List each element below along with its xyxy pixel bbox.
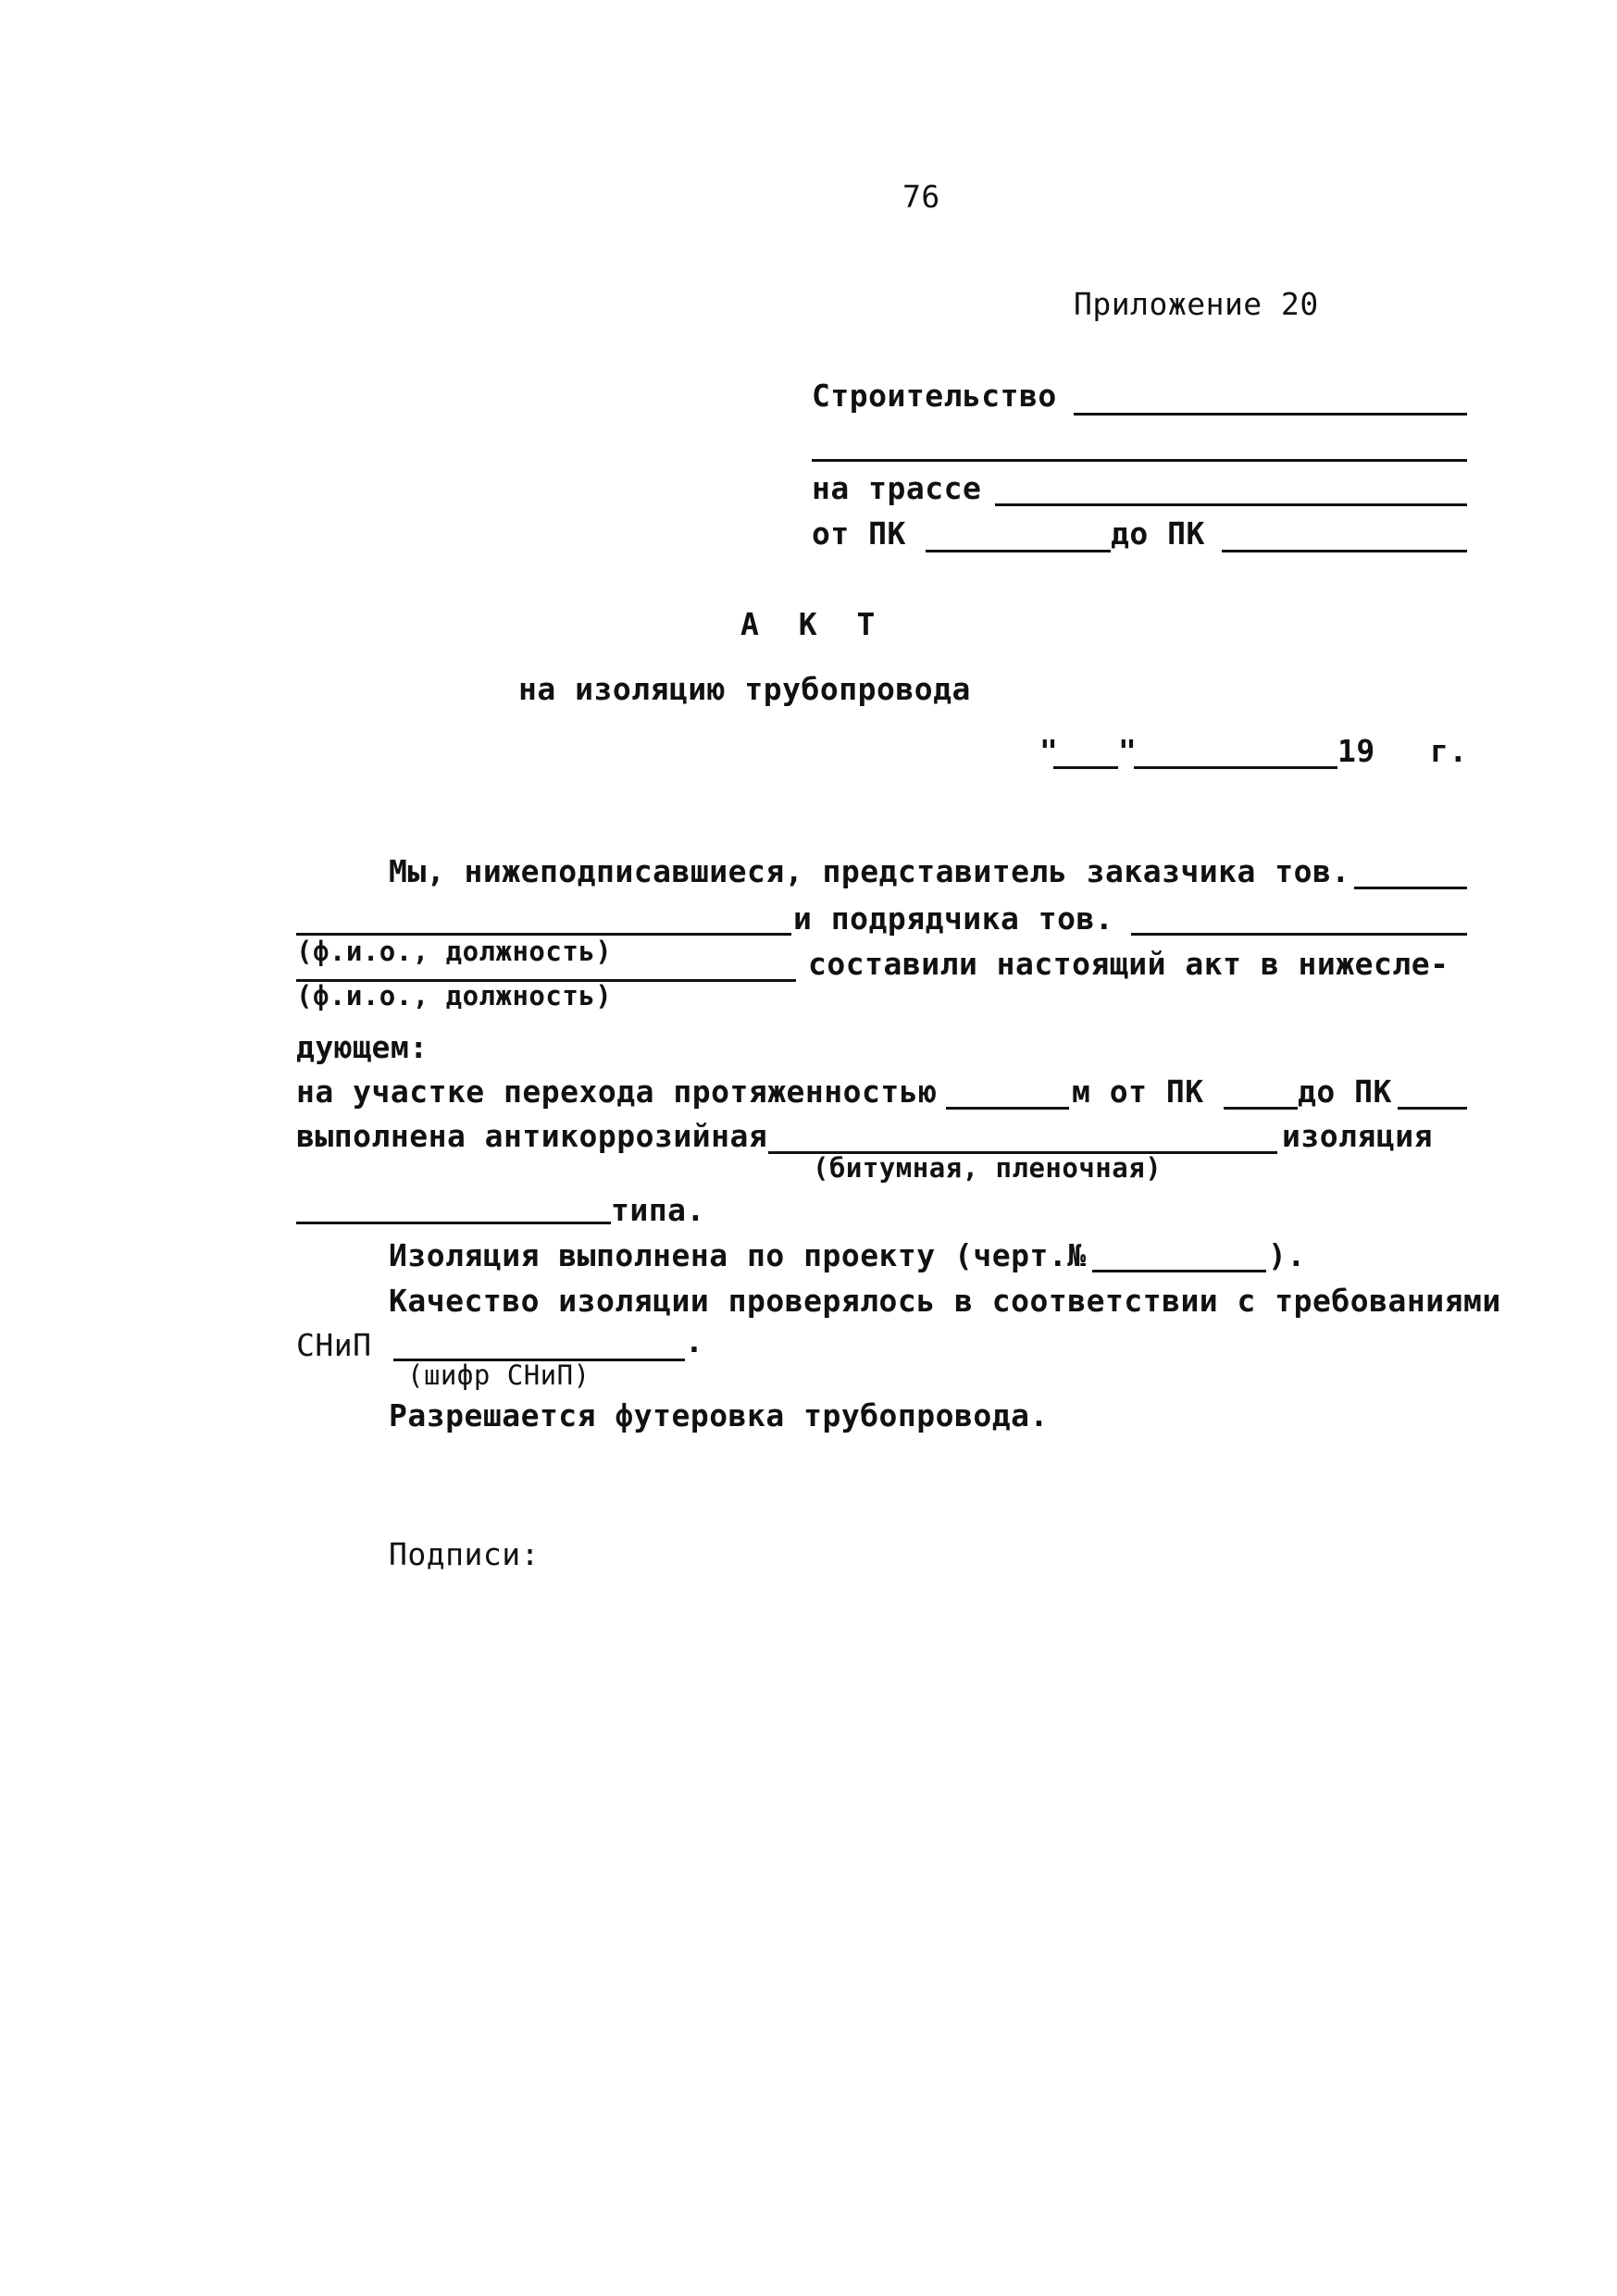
body-line-10b: . [685, 1323, 704, 1359]
route-line [995, 503, 1467, 506]
customer-line [1354, 887, 1467, 889]
body-line-4: дующем: [296, 1029, 429, 1065]
construction-label: Строительство [812, 378, 1057, 414]
body-line-10a: СНиП [296, 1327, 372, 1363]
body-line-5c: до ПК [1298, 1074, 1392, 1110]
hint-snip: (шифр СНиП) [407, 1359, 591, 1391]
appendix-label: Приложение 20 [1074, 286, 1319, 322]
body-line-3: составили настоящий акт в нижесле- [808, 946, 1449, 982]
section-from-line [1224, 1107, 1298, 1110]
body-line-11: Разрешается футеровка трубопровода. [389, 1397, 1049, 1433]
route-label: на трассе [812, 470, 982, 506]
construction-line-2 [812, 459, 1467, 462]
body-line-9: Качество изоляции проверялось в соответствии с требованиями [389, 1283, 1501, 1319]
body-line-8a: Изоляция выполнена по проекту (черт.№ [389, 1237, 1087, 1273]
type-line [296, 1222, 611, 1224]
length-line [946, 1107, 1069, 1110]
from-pk-line [926, 550, 1111, 552]
date-quote-open: " [1039, 733, 1059, 769]
date-year-suffix: г. [1430, 733, 1468, 769]
to-pk-line [1222, 550, 1467, 552]
signatures-label: Подписи: [389, 1536, 540, 1572]
to-pk-label: до ПК [1111, 515, 1205, 552]
act-subtitle: на изоляцию трубопровода [518, 671, 971, 707]
body-line-8b: ). [1268, 1237, 1306, 1273]
body-line-5b: м от ПК [1072, 1074, 1204, 1110]
body-line-6a: выполнена антикоррозийная [296, 1118, 768, 1154]
body-line-5a: на участке перехода протяженностью [296, 1074, 938, 1110]
date-quote-close: " [1118, 733, 1138, 769]
page-number: 76 [902, 179, 940, 215]
body-line-6b: изоляция [1282, 1118, 1433, 1154]
date-year-prefix: 19 [1337, 733, 1375, 769]
date-day-line [1053, 766, 1118, 769]
body-line-1: Мы, нижеподписавшиеся, представитель заказчика тов. [389, 853, 1350, 889]
section-to-line [1398, 1107, 1467, 1110]
act-title: А К Т [740, 606, 876, 642]
from-pk-label: от ПК [812, 515, 906, 552]
date-month-line [1134, 766, 1337, 769]
body-line-2: и подрядчика тов. [793, 900, 1114, 937]
hint-fio-2: (ф.и.о., должность) [296, 980, 613, 1011]
hint-fio-1: (ф.и.о., должность) [296, 936, 613, 967]
drawing-number-line [1092, 1270, 1266, 1272]
contractor-line [1131, 933, 1467, 936]
body-line-7: типа. [611, 1192, 705, 1228]
construction-line [1074, 413, 1467, 416]
hint-type: (битумная, пленочная) [813, 1152, 1163, 1184]
